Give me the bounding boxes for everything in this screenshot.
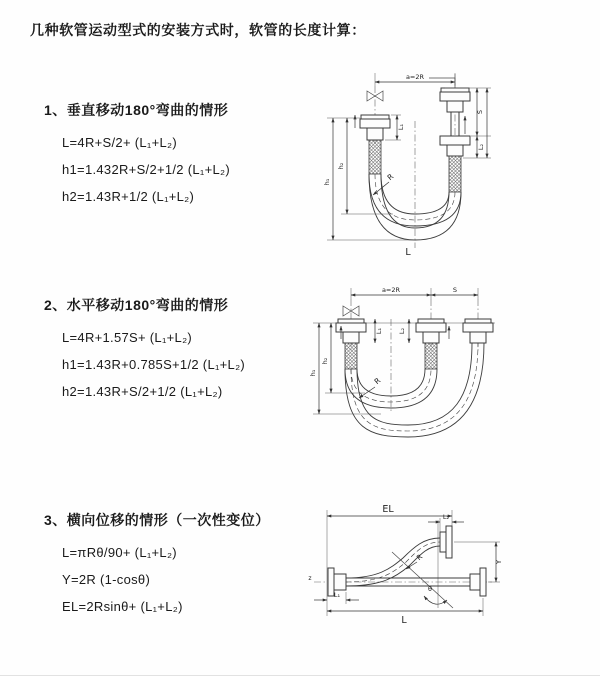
- formula-h1: h1=1.43R+0.785S+1/2 (L₁+L₂): [62, 357, 246, 372]
- dim-label-l2: L₂: [398, 327, 406, 335]
- dim-label-l: L: [401, 615, 407, 626]
- right-flange-lower: [440, 136, 470, 156]
- section-1-heading: 1、垂直移动180°弯曲的情形: [44, 102, 229, 118]
- dim-label-s: S: [476, 109, 484, 115]
- formula-length: L=4R+S/2+ (L₁+L₂): [62, 135, 177, 150]
- formula-y: Y=2R (1-cosθ): [62, 572, 151, 587]
- dim-label-h2: h₂: [337, 162, 345, 170]
- left-flange: [360, 115, 390, 140]
- dim-label-a2r: a=2R: [381, 286, 401, 294]
- dim-label-h1: h₁: [309, 369, 317, 377]
- dim-label-l1: L₁: [333, 591, 341, 599]
- right-flange: [463, 319, 493, 343]
- upper-flange: [440, 526, 452, 558]
- right-braid: [449, 156, 461, 192]
- middle-braid: [425, 343, 437, 369]
- dim-label-h1: h₁: [323, 178, 331, 186]
- hose-displaced-position: [346, 538, 440, 586]
- section-2: [44, 295, 312, 405]
- right-flange-upper: [440, 88, 470, 112]
- dim-label-l2: L₂: [477, 143, 485, 151]
- angle-arc: [424, 596, 447, 604]
- dim-label-l1: L₁: [375, 327, 383, 335]
- formula-el: EL=2Rsinθ+ (L₁+L₂): [62, 599, 183, 614]
- radius-label: R: [385, 171, 396, 183]
- centerlines: [351, 299, 478, 413]
- right-flange: [470, 568, 486, 596]
- centerline-mark: z: [308, 575, 312, 582]
- dim-label-y: Y: [495, 559, 503, 565]
- angle-label: θ: [428, 585, 432, 593]
- diagram-vertical-180-bend: [305, 66, 595, 262]
- formula-h2: h2=1.43R+1/2 (L₁+L₂): [62, 189, 195, 204]
- diagram-horizontal-180-bend: [303, 281, 600, 456]
- section-2-heading: 2、水平移动180°弯曲的情形: [44, 297, 229, 313]
- dim-label-el: EL: [382, 504, 394, 515]
- formula-length: L=4R+1.57S+ (L₁+L₂): [62, 330, 193, 345]
- left-braid: [369, 140, 381, 174]
- page-title: 几种软管运动型式的安装方式时，软管的长度计算：: [30, 22, 366, 38]
- formula-h2: h2=1.43R+S/2+1/2 (L₁+L₂): [62, 384, 223, 399]
- section-1: [44, 100, 312, 210]
- radius-label: R: [372, 375, 383, 387]
- length-label: L: [405, 247, 411, 258]
- left-braid: [345, 343, 357, 369]
- dim-label-s: S: [452, 286, 458, 294]
- section-3: [44, 510, 312, 620]
- dim-label-l2: L₂: [442, 513, 450, 521]
- construction-line: [392, 552, 453, 608]
- dim-label-l1: L₁: [397, 123, 405, 131]
- middle-flange: [416, 319, 446, 343]
- left-flange: [336, 319, 366, 343]
- dim-label-a2r: a=2R: [405, 73, 425, 81]
- formula-length: L=πRθ/90+ (L₁+L₂): [62, 545, 177, 560]
- radius-label: R: [415, 552, 425, 563]
- section-3-heading: 3、横向位移的情形（一次性变位）: [44, 512, 270, 528]
- hose-u-bend: [345, 343, 484, 437]
- diagram-lateral-displacement: [300, 496, 515, 646]
- dim-label-h2: h₂: [321, 357, 329, 365]
- formula-h1: h1=1.432R+S/2+1/2 (L₁+L₂): [62, 162, 230, 177]
